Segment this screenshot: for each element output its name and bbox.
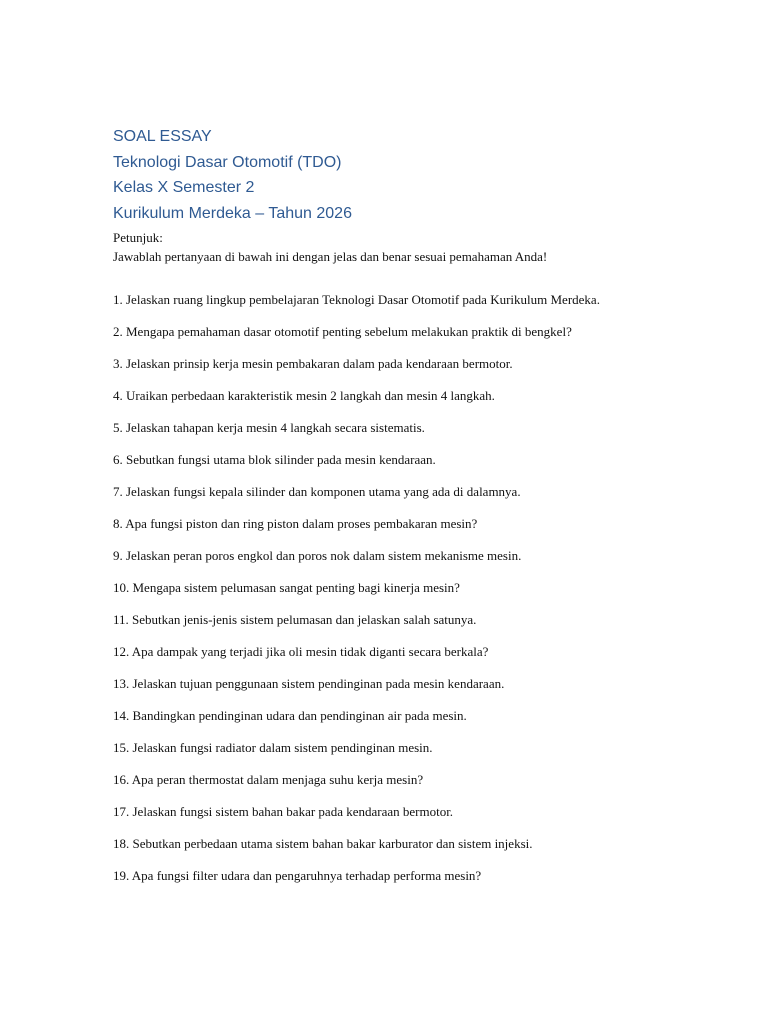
question-item: 7. Jelaskan fungsi kepala silinder dan komponen utama yang ada di dalamnya. [113,484,521,499]
title-line: SOAL ESSAY [113,128,212,145]
question-item: 19. Apa fungsi filter udara dan pengaruhnya terhadap performa mesin? [113,868,482,883]
instructions-text: Jawablah pertanyaan di bawah ini dengan jelas dan benar sesuai pemahaman Anda! [113,249,548,264]
question-item: 4. Uraikan perbedaan karakteristik mesin 2 langkah dan mesin 4 langkah. [113,388,495,403]
question-item: 13. Jelaskan tujuan penggunaan sistem pendinginan pada mesin kendaraan. [113,676,505,691]
question-item: 14. Bandingkan pendinginan udara dan pendinginan air pada mesin. [113,708,467,723]
question-item: 12. Apa dampak yang terjadi jika oli mesin tidak diganti secara berkala? [113,644,489,659]
question-item: 10. Mengapa sistem pelumasan sangat penting bagi kinerja mesin? [113,580,460,595]
instructions [113,228,673,266]
question-item: 15. Jelaskan fungsi radiator dalam sistem pendinginan mesin. [113,740,433,755]
curriculum-line: Kurikulum Merdeka – Tahun 2026 [113,204,352,222]
question-item: 6. Sebutkan fungsi utama blok silinder pada mesin kendaraan. [113,452,436,467]
class-line: Kelas X Semester 2 [113,179,255,196]
question-item: 17. Jelaskan fungsi sistem bahan bakar pada kendaraan bermotor. [113,804,454,819]
question-item: 18. Sebutkan perbedaan utama sistem bahan bakar karburator dan sistem injeksi. [113,836,533,851]
question-item: 5. Jelaskan tahapan kerja mesin 4 langkah secara sistematis. [113,420,425,435]
question-item: 2. Mengapa pemahaman dasar otomotif penting sebelum melakukan praktik di bengkel? [113,324,572,339]
document-header [113,124,673,226]
question-item: 16. Apa peran thermostat dalam menjaga suhu kerja mesin? [113,772,424,787]
instructions-label: Petunjuk: [113,230,163,245]
question-item: 8. Apa fungsi piston dan ring piston dalam proses pembakaran mesin? [113,516,478,531]
question-item: 3. Jelaskan prinsip kerja mesin pembakaran dalam pada kendaraan bermotor. [113,356,513,371]
question-item: 9. Jelaskan peran poros engkol dan poros nok dalam sistem mekanisme mesin. [113,548,522,563]
question-item: 11. Sebutkan jenis-jenis sistem pelumasan dan jelaskan salah satunya. [113,612,477,627]
question-list [113,290,673,885]
subject-line: Teknologi Dasar Otomotif (TDO) [113,153,342,171]
question-item: 1. Jelaskan ruang lingkup pembelajaran Teknologi Dasar Otomotif pada Kurikulum Merdeka. [113,292,600,307]
document-page [113,124,673,898]
